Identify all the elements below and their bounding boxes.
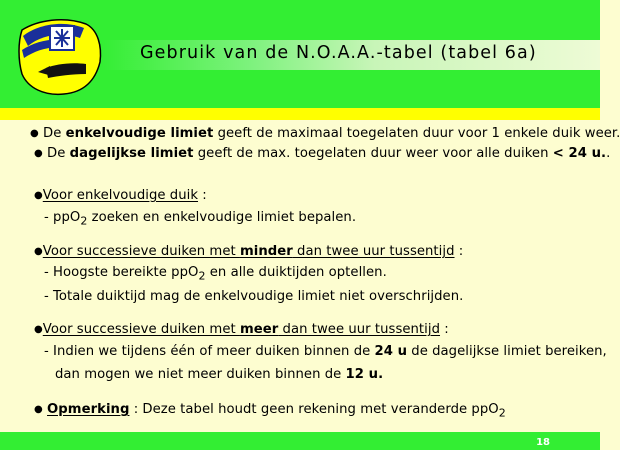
section-1-detail-1 (44, 210, 356, 228)
note-line (34, 402, 506, 420)
bullet-icon: ● (34, 246, 43, 257)
s2-d1-a: - Hoogste bereikte ppO (44, 265, 199, 280)
s2-d1-b: en alle duiktijden optellen. (205, 265, 387, 280)
note-sub: 2 (498, 406, 506, 420)
s3-heading-b: meer (239, 322, 279, 337)
bullet-icon: ● (34, 324, 43, 335)
yellow-divider (0, 108, 600, 120)
section-2-detail-1 (44, 265, 387, 283)
section-2-detail-2: - Totale duiktijd mag de enkelvoudige limiet niet overschrijden. (44, 289, 464, 304)
footer-band (0, 432, 600, 450)
bullet-icon: ● (34, 404, 43, 415)
s2-heading-a: Voor successieve duiken met (42, 244, 240, 259)
slide-title: Gebruik van de N.O.A.A.-tabel (tabel 6a) (140, 43, 537, 63)
def2-value: 24 u. (563, 146, 607, 161)
s3-d2-b: 12 u. (345, 367, 384, 382)
section-1-heading (34, 188, 207, 203)
bullet-icon: ● (34, 190, 43, 201)
s3-heading-c: dan twee uur tussentijd (278, 322, 441, 337)
def2-rest: geeft de max. toegelaten duur weer voor alle duiken (193, 146, 553, 161)
s1-heading-text: Voor enkelvoudige duik (42, 188, 199, 203)
section-3-detail-1 (44, 344, 607, 359)
s1-d1-b: zoeken en enkelvoudige limiet bepalen. (87, 210, 357, 225)
def1-term: enkelvoudige limiet (65, 126, 214, 141)
diving-club-shield-logo-icon (16, 16, 104, 96)
s1-colon: : (198, 188, 207, 203)
section-3-heading (34, 322, 449, 337)
s2-colon: : (454, 244, 464, 259)
s2-d1-sub: 2 (198, 269, 206, 283)
s2-heading-b: minder (239, 244, 293, 259)
s3-d2-a: dan mogen we niet meer duiken binnen de (55, 367, 346, 382)
def2-end: . (606, 146, 611, 161)
def2-lt: < (552, 146, 564, 161)
s2-heading-c: dan twee uur tussentijd (292, 244, 455, 259)
s3-d1-c: de dagelijkse limiet bereiken, (407, 344, 607, 359)
def1-rest: geeft de maximaal toegelaten duur voor 1 enkele duik weer. (213, 126, 620, 141)
note-text: : Deze tabel houdt geen rekening met veranderde ppO (129, 402, 499, 417)
s1-d1-a: - ppO (44, 210, 81, 225)
definition-line-2 (34, 146, 610, 161)
section-2-heading (34, 244, 463, 259)
s3-d1-b: 24 u (374, 344, 408, 359)
bullet-icon: ● (30, 128, 39, 139)
section-3-detail-2 (55, 367, 383, 382)
note-label: Opmerking (47, 402, 130, 417)
s3-heading-a: Voor successieve duiken met (42, 322, 240, 337)
definition-line-1 (30, 126, 620, 141)
def1-prefix: De (43, 126, 66, 141)
def2-term: dagelijkse limiet (69, 146, 194, 161)
s3-colon: : (440, 322, 449, 337)
s1-d1-sub: 2 (80, 214, 88, 228)
page-number: 18 (536, 437, 550, 448)
def2-prefix: De (47, 146, 70, 161)
bullet-icon: ● (34, 148, 43, 159)
s3-d1-a: - Indien we tijdens één of meer duiken binnen de (44, 344, 375, 359)
